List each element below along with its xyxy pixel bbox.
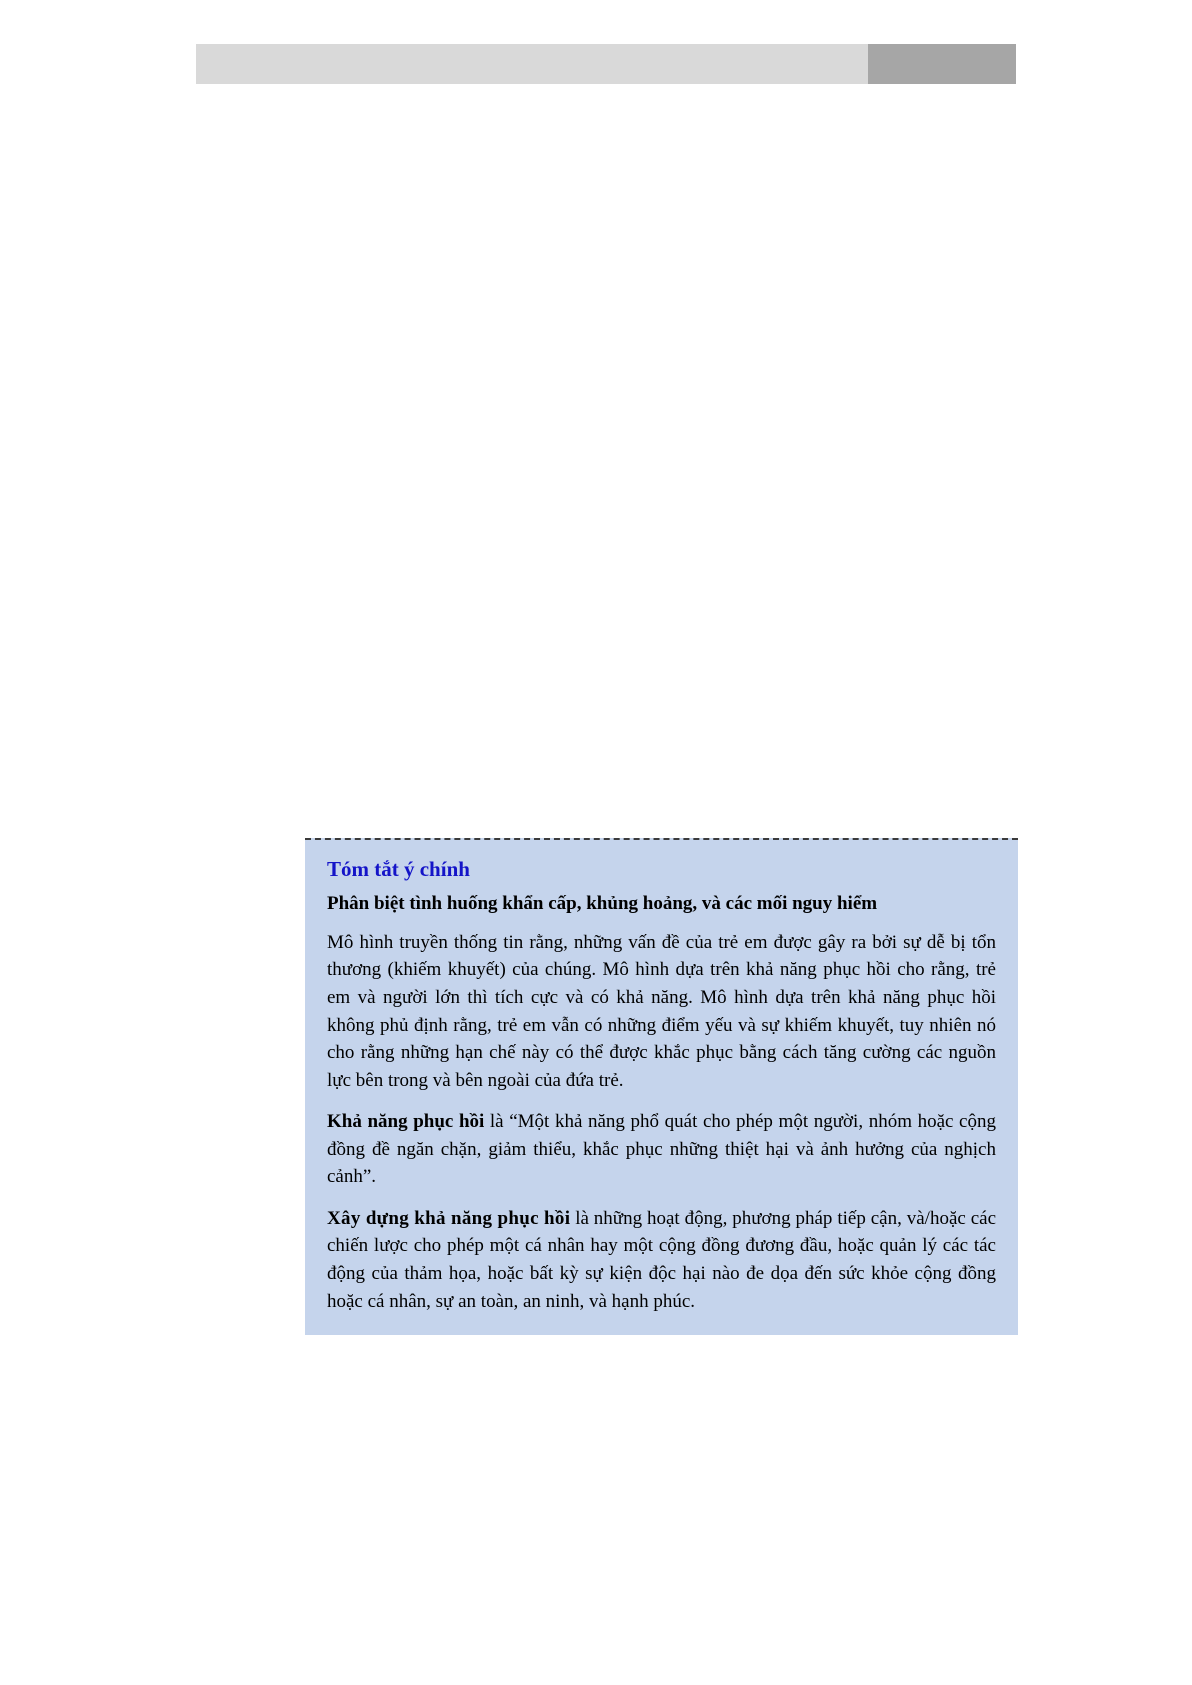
key-summary-callout xyxy=(305,838,1018,1335)
callout-paragraph-2 xyxy=(327,1108,996,1191)
header-bar-light xyxy=(196,44,868,84)
page-header-bars xyxy=(196,44,1016,84)
callout-paragraph-2-text: là “Một khả năng phổ quát cho phép một người, nhóm hoặc cộng đồng đề ngăn chặn, giảm thiểu, khắc phục những thiệt hại và ảnh hưởng của nghịch cảnh”. xyxy=(327,1111,996,1188)
callout-paragraph-1-text: Mô hình truyền thống tin rằng, những vấn đề của trẻ em được gây ra bởi sự dễ bị tổn thương (khiếm khuyết) của chúng. Mô hình dựa trên khả năng phục hồi cho rằng, trẻ em và người lớn thì tích cực và có khả năng. Mô hình dựa trên khả năng phục hồi không phủ định rằng, trẻ em vẫn có những điểm yếu và sự khiếm khuyết, tuy nhiên nó cho rằng những hạn chế này có thể được khắc phục bằng cách tăng cường các nguồn lực bên trong và bên ngoài của đứa trẻ. xyxy=(327,931,996,1091)
callout-title: Tóm tắt ý chính xyxy=(327,857,470,881)
callout-paragraph-3-lead: Xây dựng khả năng phục hồi xyxy=(327,1207,571,1229)
header-bar-dark xyxy=(868,44,1016,84)
callout-paragraph-1 xyxy=(327,929,996,1094)
callout-paragraph-3-text: là những hoạt động, phương pháp tiếp cận, và/hoặc các chiến lược cho phép một cá nhân hay một cộng đồng đương đầu, hoặc quản lý các tác động của thảm họa, hoặc bất kỳ sự kiện độc hại nào đe dọa đến sức khỏe cộng đồng hoặc cá nhân, sự an toàn, an ninh, và hạnh phúc. xyxy=(327,1207,997,1312)
callout-paragraph-2-lead: Khả năng phục hồi xyxy=(327,1111,485,1133)
callout-subtitle: Phân biệt tình huống khẩn cấp, khủng hoảng, và các mối nguy hiểm xyxy=(327,893,878,915)
callout-paragraph-3 xyxy=(327,1205,996,1315)
